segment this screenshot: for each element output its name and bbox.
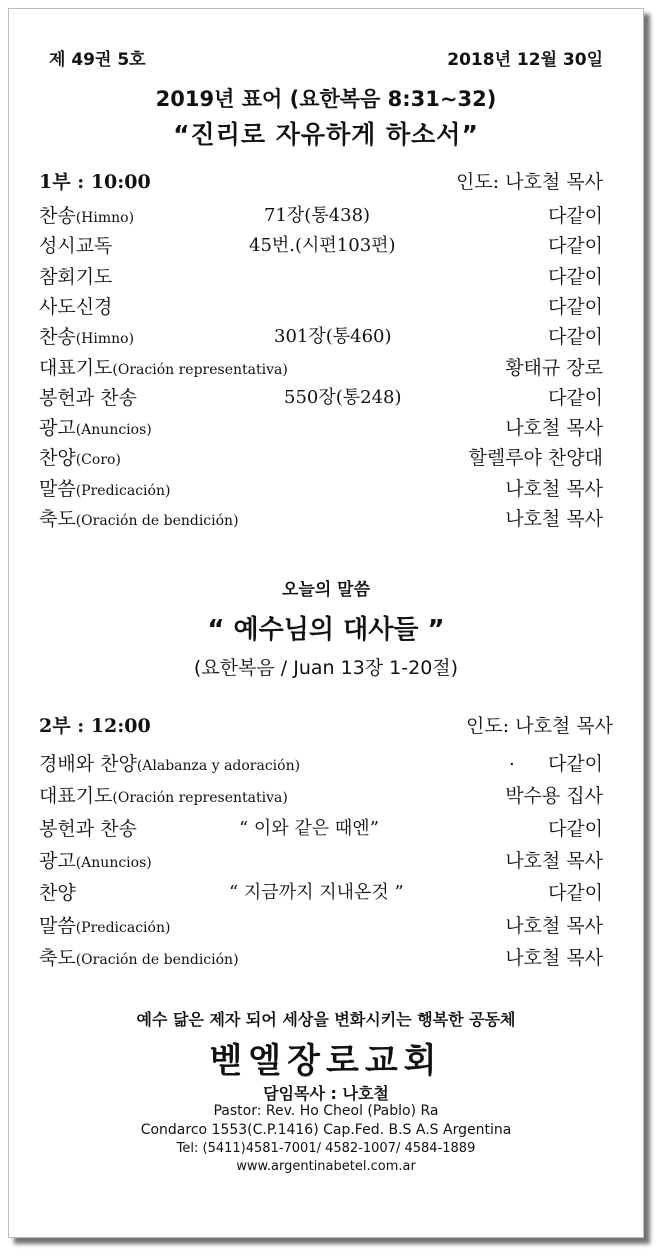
order-item-detail: 45번.(시편103편) xyxy=(249,235,396,257)
order-item-korean: 말씀 xyxy=(39,914,76,937)
order-item-label xyxy=(39,383,137,410)
service1-title: 1부 : 10:00 xyxy=(39,171,151,193)
order-item xyxy=(9,749,643,779)
year-motto: “진리로 자유하게 하소서” xyxy=(173,120,479,149)
order-item xyxy=(9,383,643,413)
order-item-korean: 축도 xyxy=(39,946,76,969)
order-item-leader: 다같이 xyxy=(547,882,603,905)
order-item xyxy=(9,353,643,383)
order-item-spanish: (Oración representativa) xyxy=(112,790,288,807)
order-item-korean: 성시교독 xyxy=(39,235,113,258)
order-item-korean: 찬양 xyxy=(39,882,76,905)
order-item-detail: 550장(통248) xyxy=(284,386,402,408)
order-item-spanish: (Alabanza y adoración) xyxy=(136,758,301,774)
bulletin-date: 2018년 12월 30일 xyxy=(447,50,603,70)
order-item-label xyxy=(39,781,288,808)
order-item-label xyxy=(39,292,112,319)
order-item xyxy=(9,943,643,973)
order-item-label xyxy=(39,443,121,470)
order-item xyxy=(9,911,643,941)
order-item xyxy=(9,814,643,844)
order-item-korean: 봉헌과 찬송 xyxy=(39,817,137,840)
order-item-label xyxy=(39,878,76,905)
order-item-korean: 말씀 xyxy=(39,477,76,500)
order-item-spanish: (Oración de bendición) xyxy=(75,951,239,968)
order-item-korean: 찬송 xyxy=(39,205,76,227)
order-item-label xyxy=(39,262,112,289)
order-item-korean: 찬송 xyxy=(39,326,76,349)
church-website[interactable]: www.argentinabetel.com.ar xyxy=(236,1159,416,1174)
order-item-detail: “ 지금까지 지내온것 ” xyxy=(229,882,404,904)
order-item-detail: “ 이와 같은 때엔” xyxy=(239,817,379,839)
order-item xyxy=(9,262,643,292)
order-item xyxy=(9,443,643,473)
order-item-korean: 경배와 찬양 xyxy=(39,753,137,775)
order-item-label xyxy=(39,504,239,531)
order-item-korean: 축도 xyxy=(39,508,76,530)
order-item-leader: 다같이 xyxy=(547,235,603,258)
order-item-spanish: (Predicación) xyxy=(75,919,171,936)
order-item-label xyxy=(39,201,134,228)
church-address: Condarco 1553(C.P.1416) Cap.Fed. B.S A.S Argentina xyxy=(140,1122,512,1138)
order-item-leader: 황태규 장로 xyxy=(505,356,603,379)
order-item-leader: 다같이 xyxy=(547,326,603,349)
order-item-label xyxy=(39,474,170,501)
order-item-label xyxy=(39,814,137,841)
order-item-label xyxy=(39,911,170,938)
order-item-spanish: (Himno) xyxy=(75,210,135,226)
order-item-leader: 다같이 xyxy=(547,205,603,227)
order-item-spanish: (Coro) xyxy=(75,452,121,469)
order-item-spanish: (Anuncios) xyxy=(75,854,152,871)
order-item-label xyxy=(39,749,300,776)
order-item xyxy=(9,846,643,876)
order-item-spanish: (Oración de bendición) xyxy=(75,513,239,529)
sermon-reference: (요한복음 / Juan 13장 1-20절) xyxy=(193,657,459,679)
church-slogan: 예수 닮은 제자 되어 세상을 변화시키는 행복한 공동체 xyxy=(136,1010,516,1029)
order-item xyxy=(9,878,643,908)
order-item-leader: 박수용 집사 xyxy=(505,785,603,808)
year-motto-reference: 2019년 표어 (요한복음 8:31∼32) xyxy=(155,87,497,111)
sermon-title: “ 예수님의 대사들 ” xyxy=(207,615,445,645)
order-item-korean: 대표기도 xyxy=(39,356,113,379)
order-item-label xyxy=(39,353,288,380)
order-item-leader: 다같이 xyxy=(547,265,603,288)
order-item-leader: 다같이 xyxy=(547,753,603,775)
order-item xyxy=(9,322,643,352)
order-item-spanish: (Predicación) xyxy=(75,482,171,499)
order-item-leader: 나호철 목사 xyxy=(505,914,603,937)
bulletin-page xyxy=(8,8,644,1238)
order-item-korean: 광고 xyxy=(39,417,76,440)
order-item-korean: 광고 xyxy=(39,849,76,872)
order-item-spanish: (Himno) xyxy=(75,331,135,348)
order-item-leader: 나호철 목사 xyxy=(505,477,603,500)
order-item-label xyxy=(39,943,239,970)
service2-leader: 인도: 나호철 목사 xyxy=(466,715,613,737)
service1-leader: 인도: 나호철 목사 xyxy=(456,171,603,193)
order-item-label xyxy=(39,846,152,873)
church-name: 벧엘장로교회 xyxy=(209,1041,443,1081)
order-item xyxy=(9,231,643,261)
order-item xyxy=(9,781,643,811)
order-item-leader: 할렐루야 찬양대 xyxy=(468,447,603,470)
order-item-label xyxy=(39,413,152,440)
order-item-label xyxy=(39,322,134,349)
order-item-leader: 다같이 xyxy=(547,386,603,409)
order-item-detail: . xyxy=(509,749,515,770)
order-item-leader: 나호철 목사 xyxy=(505,508,603,530)
order-item-leader: 나호철 목사 xyxy=(505,849,603,872)
order-item xyxy=(9,201,643,231)
volume-number: 제 49권 5호 xyxy=(49,50,146,70)
order-item xyxy=(9,504,643,534)
order-item-korean: 대표기도 xyxy=(39,785,113,808)
order-item-detail: 301장(통460) xyxy=(274,326,392,348)
order-item-detail: 71장(통438) xyxy=(264,205,371,226)
order-item-label xyxy=(39,231,112,258)
order-item xyxy=(9,292,643,322)
order-item-korean: 찬양 xyxy=(39,447,76,470)
order-item-korean: 사도신경 xyxy=(39,295,113,318)
order-item-leader: 나호철 목사 xyxy=(505,417,603,440)
order-item-korean: 봉헌과 찬송 xyxy=(39,386,137,409)
order-item xyxy=(9,474,643,504)
service2-title: 2부 : 12:00 xyxy=(39,715,151,737)
order-item-spanish: (Oración representativa) xyxy=(112,361,288,378)
order-item-leader: 다같이 xyxy=(547,817,603,840)
senior-pastor: 담임목사 : 나호철 xyxy=(263,1084,389,1103)
order-item-spanish: (Anuncios) xyxy=(75,422,152,439)
order-item xyxy=(9,413,643,443)
order-item-leader: 나호철 목사 xyxy=(505,946,603,969)
pastor-english-name: Pastor: Rev. Ho Cheol (Pablo) Ra xyxy=(213,1103,439,1119)
church-telephone: Tel: (5411)4581-7001/ 4582-1007/ 4584-1889 xyxy=(176,1141,476,1156)
sermon-heading: 오늘의 말씀 xyxy=(281,580,371,600)
order-item-korean: 참회기도 xyxy=(39,265,113,288)
order-item-leader: 다같이 xyxy=(547,295,603,318)
